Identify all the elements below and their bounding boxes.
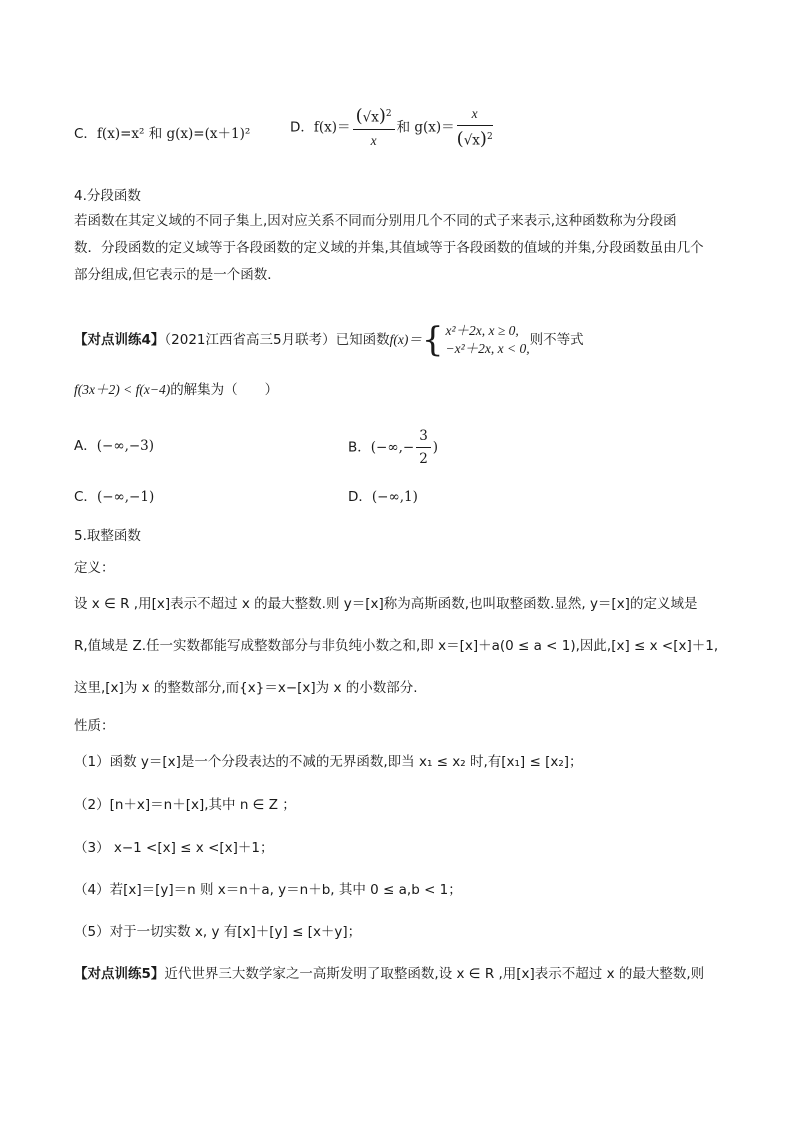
property-1: （1）函数 y＝[x]是一个分段表达的不减的无界函数,即当 x₁ ≤ x₂ 时,有[x₁] ≤ [x₂]； (74, 754, 583, 770)
definition-label: 定义： (74, 560, 115, 576)
section-4-body: 若函数在其定义域的不同子集上,因对应关系不同而分别用几个不同的式子来表示,这种函数称为分段函 数．分段函数的定义域等于各段函数的定义域的并集,其值域等于各段函数的值域的并集,分段函数虽由几个 部分组成,但它表示的是一个函数． (74, 213, 704, 283)
option-c-text: f(x)=x² 和 g(x)=(x＋1)² (96, 126, 251, 142)
fraction-d-g: $\frac{x}{(√x)^2}$ (456, 106, 493, 150)
piecewise-cases: x²＋2x, x ≥ 0, −x²＋2x, x < 0, (445, 323, 530, 356)
exercise-5: 【对点训练5】近代世界三大数学家之一高斯发明了取整函数,设 x ∈ R ,用[x]表示不超过 x 的最大整数,则 (74, 966, 705, 982)
exercise-5-tag: 【对点训练5】 (74, 966, 165, 982)
exercise-4-question: f(3x＋2) < f(x−4)的解集为（ ） (74, 382, 279, 398)
property-3: （3） x−1 <[x] ≤ x <[x]＋1； (74, 840, 274, 856)
option-d: D．(−∞,1) (348, 489, 418, 505)
section-4-title: 4.分段函数 (74, 188, 141, 204)
exercise-4: 【对点训练4】（2021江西省高三5月联考）已知函数f(x)＝{ x²＋2x, x ≥ 0, −x²＋2x, x < 0, 则不等式 (74, 320, 584, 360)
option-d-prev: D．f(x)＝ $\frac{(√x)^2}{x}$ 和 g(x)＝ $\frac{x}{(√x)^2}$ (290, 105, 493, 150)
exercise-4-tag: 【对点训练4】 (74, 332, 165, 348)
property-5: （5）对于一切实数 x, y 有[x]＋[y] ≤ [x＋y]； (74, 924, 362, 940)
option-c-prev: C．f(x)=x² 和 g(x)=(x＋1)² (74, 126, 251, 142)
piecewise-brace: { (421, 320, 444, 360)
fraction-b: $\frac{3}{2}$ (416, 426, 431, 469)
section-5-title: 5.取整函数 (74, 528, 141, 544)
definition-line-1: 设 x ∈ R ,用[x]表示不超过 x 的最大整数.则 y＝[x]称为高斯函数,也叫取整函数.显然, y＝[x]的定义域是 (74, 596, 698, 612)
properties-label: 性质： (74, 718, 115, 734)
option-a: A．(−∞,−3) (74, 438, 155, 454)
fraction-d-f: $\frac{(√x)^2}{x}$ (353, 104, 395, 151)
property-2: （2）[n＋x]＝n＋[x],其中 n ∈ Z ； (74, 797, 296, 813)
definition-line-3: 这里,[x]为 x 的整数部分,而{x}＝x−[x]为 x 的小数部分. (74, 680, 418, 696)
option-b: B．(−∞,− $\frac{3}{2}$ ) (348, 428, 439, 467)
definition-line-2: R,值域是 Z.任一实数都能写成整数部分与非负纯小数之和,即 x＝[x]＋a(0 ≤ a < 1),因此,[x] ≤ x <[x]＋1, (74, 638, 719, 654)
property-4: （4）若[x]＝[y]＝n 则 x＝n＋a, y＝n＋b, 其中 0 ≤ a,b < 1； (74, 882, 462, 898)
option-c: C．(−∞,−1) (74, 489, 155, 505)
